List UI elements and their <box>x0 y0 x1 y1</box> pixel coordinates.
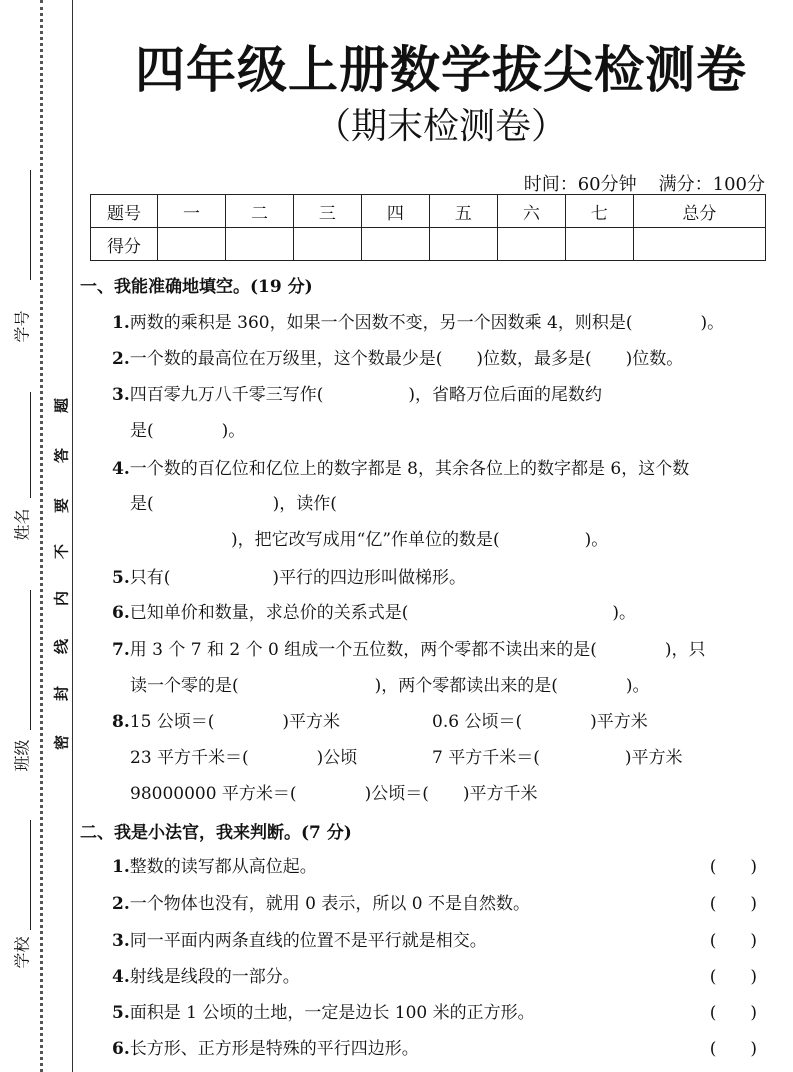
question-text-cont: 0.6 公顷＝( )平方米 <box>432 712 648 732</box>
seal-char: 封 <box>52 686 71 702</box>
question-number: 5. <box>112 568 130 588</box>
seal-char: 不 <box>52 544 71 560</box>
question-text: 整数的读写都从高位起。 <box>129 857 317 877</box>
question-item <box>112 598 636 623</box>
question-text: 长方形、正方形是特殊的平行四边形。 <box>129 1039 419 1059</box>
question-text-cont: 23 平方千米＝( )公顷 <box>130 748 358 768</box>
binding-margin <box>0 0 82 1072</box>
judge-item <box>112 926 487 951</box>
table-cell: 五 <box>429 195 497 228</box>
question-item <box>112 563 466 588</box>
question-text: 用 3 个 7 和 2 个 0 组成一个五位数，两个零都不读出来的是( )，只 <box>129 640 706 660</box>
question-text-cont: 98000000 平方米＝( )公顷＝( )平方千米 <box>130 784 538 804</box>
question-text-cont: 7 平方千米＝( )平方米 <box>432 748 683 768</box>
question-number: 4. <box>112 967 130 987</box>
table-cell: 二 <box>225 195 293 228</box>
score-input-cell[interactable] <box>293 228 361 261</box>
question-text-cont: )，把它改写成用“亿”作单位的数是( )。 <box>112 530 609 550</box>
seal-char: 题 <box>52 398 71 414</box>
table-cell: 一 <box>158 195 226 228</box>
field-line <box>30 392 31 498</box>
question-text-cont: 是( )，读作( <box>130 494 337 514</box>
question-number: 5. <box>112 1003 130 1023</box>
question-number: 6. <box>112 603 130 623</box>
question-text: 一个物体也没有，就用 0 表示，所以 0 不是自然数。 <box>129 894 530 914</box>
score-table-header-row <box>91 195 766 228</box>
question-text: 只有( )平行的四边形叫做梯形。 <box>129 568 467 588</box>
table-cell: 题号 <box>91 195 158 228</box>
question-number: 2. <box>112 349 130 369</box>
question-text: 已知单价和数量，求总价的关系式是( )。 <box>129 603 637 623</box>
question-text: 面积是 1 公顷的土地，一定是边长 100 米的正方形。 <box>129 1003 535 1023</box>
judge-item <box>112 852 317 877</box>
page-subtitle: （期末检测卷） <box>314 106 567 147</box>
score-input-cell[interactable] <box>633 228 765 261</box>
seal-char: 线 <box>52 639 71 655</box>
seal-char: 内 <box>52 591 71 607</box>
score-input-cell[interactable] <box>429 228 497 261</box>
answer-parentheses[interactable]: ( ) <box>709 931 757 951</box>
question-number: 8. <box>112 712 130 732</box>
seal-char: 答 <box>52 448 71 464</box>
question-text: 四百零九万八千零三写作( )，省略万位后面的尾数约 <box>129 385 603 405</box>
table-cell: 总分 <box>633 195 765 228</box>
question-text: 同一平面内两条直线的位置不是平行就是相交。 <box>129 931 487 951</box>
question-item <box>112 380 602 405</box>
field-label: 姓名 <box>12 508 32 541</box>
score-input-cell[interactable] <box>565 228 633 261</box>
question-text-cont: 读一个零的是( )，两个零都读出来的是( )。 <box>130 676 650 696</box>
question-item <box>112 454 689 479</box>
question-number: 1. <box>112 313 130 333</box>
question-item <box>112 344 683 369</box>
score-input-cell[interactable] <box>361 228 429 261</box>
judge-item <box>112 998 535 1023</box>
field-label: 学校 <box>12 936 32 969</box>
question-number: 6. <box>112 1039 130 1059</box>
question-text: 一个数的最高位在万级里，这个数最少是( )位数，最多是( )位数。 <box>129 349 684 369</box>
field-line <box>30 820 31 930</box>
seal-char: 要 <box>52 498 71 514</box>
judge-item <box>112 889 530 914</box>
binding-border-line <box>72 0 73 1072</box>
judge-item <box>112 1034 419 1059</box>
field-label: 学号 <box>12 310 32 343</box>
score-table <box>90 194 766 261</box>
answer-parentheses[interactable]: ( ) <box>709 894 757 914</box>
question-number: 2. <box>112 894 130 914</box>
question-text: 两数的乘积是 360，如果一个因数不变，另一个因数乘 4，则积是( )。 <box>129 313 725 333</box>
score-input-cell[interactable] <box>225 228 293 261</box>
answer-parentheses[interactable]: ( ) <box>709 857 757 877</box>
table-cell: 三 <box>293 195 361 228</box>
answer-parentheses[interactable]: ( ) <box>709 967 757 987</box>
section-heading: 二、我是小法官，我来判断。(7 分) <box>80 823 352 843</box>
time-limit: 时间：60分钟 <box>523 174 637 195</box>
field-line <box>30 590 31 730</box>
seal-char: 密 <box>52 735 71 751</box>
score-input-cell[interactable] <box>158 228 226 261</box>
question-number: 4. <box>112 459 130 479</box>
question-number: 7. <box>112 640 130 660</box>
question-number: 3. <box>112 385 130 405</box>
question-number: 3. <box>112 931 130 951</box>
question-text: 15 公顷＝( )平方米 <box>129 712 341 732</box>
score-input-cell[interactable] <box>497 228 565 261</box>
question-number: 1. <box>112 857 130 877</box>
question-item <box>112 308 724 333</box>
full-score: 满分：100分 <box>658 174 765 195</box>
judge-item <box>112 962 300 987</box>
field-line <box>30 170 31 280</box>
question-item <box>112 707 340 732</box>
table-cell: 四 <box>361 195 429 228</box>
table-cell: 得分 <box>91 228 158 261</box>
binding-dotted-line <box>40 0 43 1072</box>
table-cell: 六 <box>497 195 565 228</box>
table-cell: 七 <box>565 195 633 228</box>
question-text: 一个数的百亿位和亿位上的数字都是 8，其余各位上的数字都是 6，这个数 <box>129 459 690 479</box>
score-table-score-row <box>91 228 766 261</box>
exam-info <box>524 170 765 196</box>
answer-parentheses[interactable]: ( ) <box>709 1039 757 1059</box>
question-text-cont: 是( )。 <box>130 421 246 441</box>
page-title: 四年级上册数学拔尖检测卷 <box>135 41 747 99</box>
field-label: 班级 <box>12 739 32 772</box>
section-heading: 一、我能准确地填空。(19 分) <box>80 277 313 297</box>
question-item <box>112 635 706 660</box>
question-text: 射线是线段的一部分。 <box>129 967 300 987</box>
answer-parentheses[interactable]: ( ) <box>709 1003 757 1023</box>
